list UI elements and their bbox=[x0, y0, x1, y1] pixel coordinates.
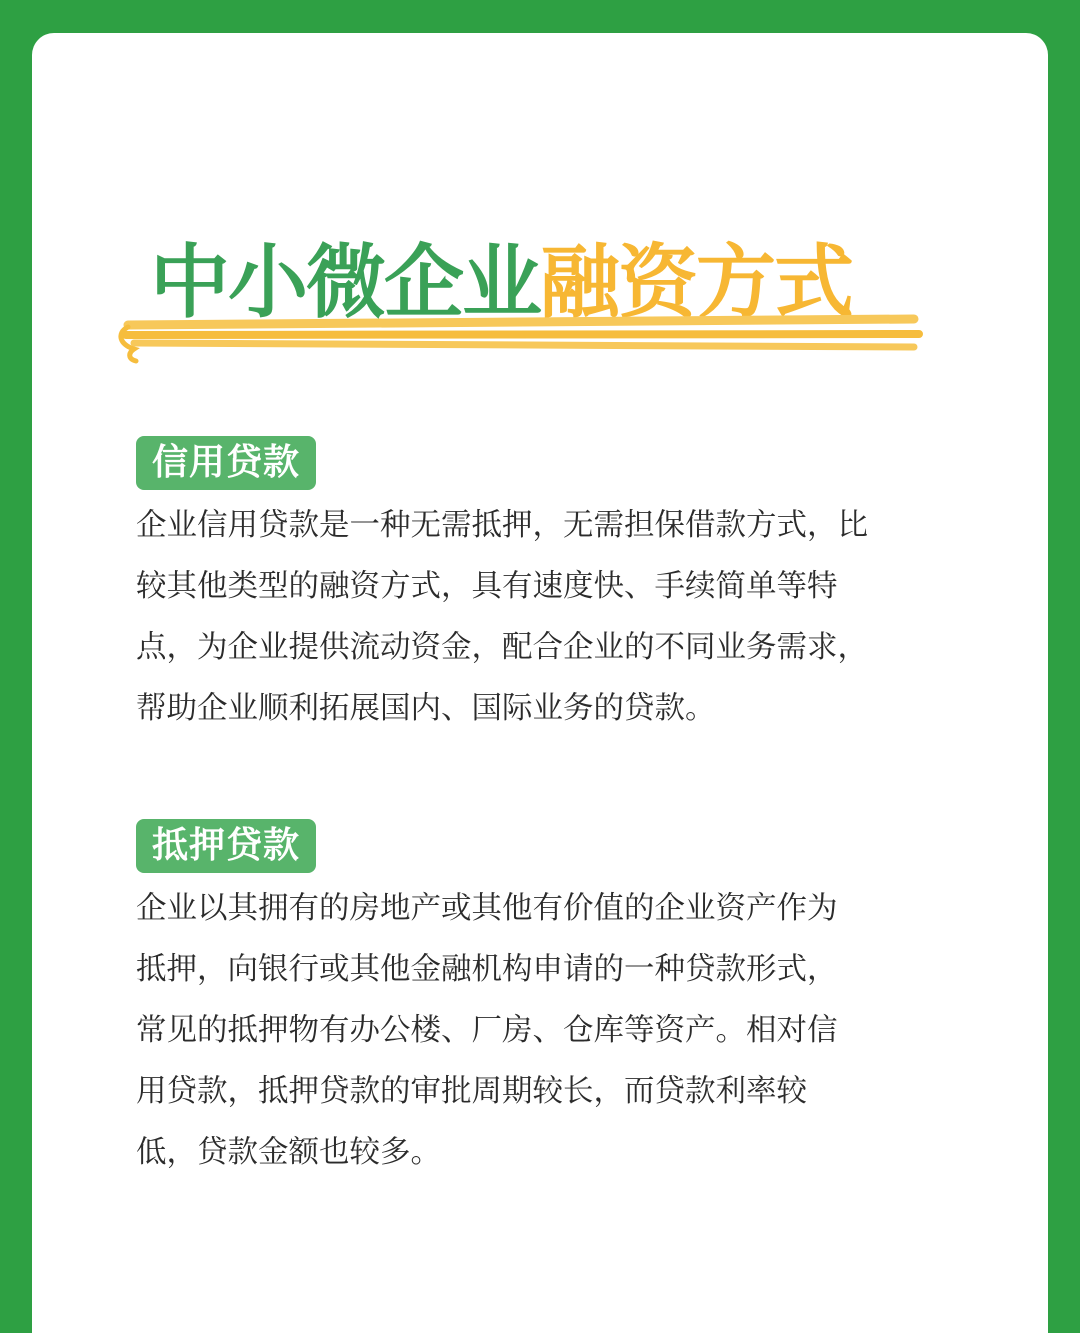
title-part-green: 中小微企业 bbox=[150, 236, 540, 329]
section-text-mortgage-loan: 企业以其拥有的房地产或其他有价值的企业资产作为抵押，向银行或其他金融机构申请的一种贷款形式，常见的抵押物有办公楼、厂房、仓库等资产。相对信用贷款，抵押贷款的审批周期较长，而贷款利率较低，贷款金额也较多。 bbox=[136, 891, 838, 1170]
section-text-credit-loan: 企业信用贷款是一种无需抵押，无需担保借款方式，比较其他类型的融资方式，具有速度快、手续简单等特点，为企业提供流动资金，配合企业的不同业务需求，帮助企业顺利拓展国内、国际业务的贷款。 bbox=[136, 508, 868, 726]
content-card bbox=[32, 33, 1048, 1333]
title-part-orange: 融资方式 bbox=[540, 236, 852, 329]
section-tag-mortgage-loan: 抵押贷款 bbox=[136, 819, 316, 873]
title-underline-brush bbox=[114, 305, 924, 365]
section-tag-credit-loan: 信用贷款 bbox=[136, 436, 316, 490]
